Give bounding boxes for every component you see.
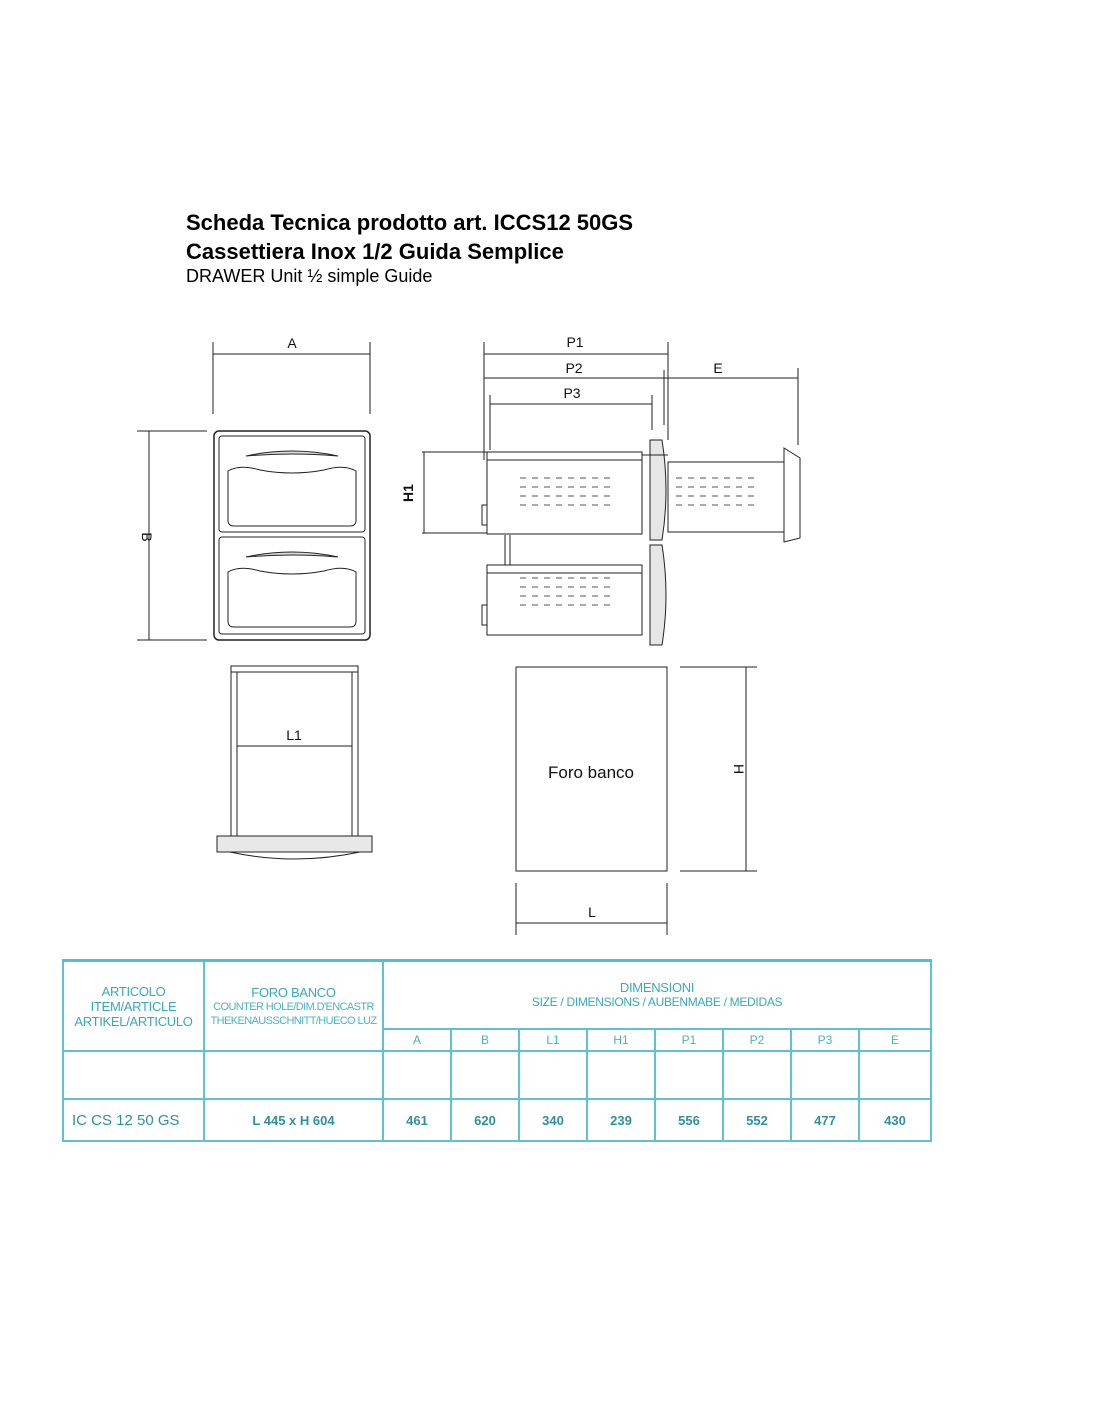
header-article-sub2: ARTIKEL/ARTICULO — [74, 1013, 193, 1029]
header-foro-sub1: COUNTER HOLE/DIM.D'ENCASTR — [213, 1000, 374, 1013]
value-l1: 340 — [519, 1099, 587, 1141]
header-dimensions-sub: SIZE / DIMENSIONS / AUBENMABE / MEDIDAS — [531, 994, 783, 1009]
dim-label-e: E — [713, 360, 723, 376]
value-h1: 239 — [587, 1099, 655, 1141]
dim-header-a: A — [383, 1029, 451, 1052]
dim-header-b: B — [451, 1029, 519, 1052]
header-foro-sub2: THEKENAUSSCHNITT/HUECO LUZ — [210, 1014, 377, 1027]
title-line-2: Cassettiera Inox 1/2 Guida Semplice — [186, 239, 564, 264]
header-article — [63, 961, 204, 1052]
dim-label-p1: P1 — [566, 334, 584, 350]
dim-label-p3: P3 — [563, 385, 581, 401]
table-row — [63, 1099, 931, 1141]
dim-label-l1: L1 — [286, 727, 302, 743]
article-code: IC CS 12 50 GS — [63, 1099, 204, 1141]
dim-label-l: L — [588, 904, 596, 920]
title-line-1: Scheda Tecnica prodotto art. ICCS12 50GS — [186, 210, 634, 235]
header-dimensions-title: DIMENSIONI — [619, 979, 695, 995]
header-foro-title: FORO BANCO — [251, 984, 336, 1000]
header-dimensions — [383, 961, 931, 1029]
value-e: 430 — [859, 1099, 931, 1141]
table-header-row — [63, 961, 931, 1029]
dim-header-p3: P3 — [791, 1029, 859, 1052]
dim-header-e: E — [859, 1029, 931, 1052]
value-p2: 552 — [723, 1099, 791, 1141]
value-a: 461 — [383, 1099, 451, 1141]
top-view — [217, 666, 372, 859]
foro-value: L 445 x H 604 — [204, 1099, 383, 1141]
counter-cutout — [516, 667, 757, 935]
value-p3: 477 — [791, 1099, 859, 1141]
header-article-sub1: ITEM/ARTICLE — [90, 998, 177, 1014]
front-view — [137, 342, 370, 640]
dim-label-b: B — [139, 532, 155, 542]
value-b: 620 — [451, 1099, 519, 1141]
dim-label-h: H — [731, 763, 747, 775]
blank-row — [63, 1051, 931, 1099]
cutout-label: Foro banco — [548, 763, 634, 782]
dim-label-a: A — [287, 335, 297, 351]
dim-header-l1: L1 — [519, 1029, 587, 1052]
vent-slots — [520, 478, 754, 605]
spec-table — [62, 959, 932, 1142]
title-line-3: DRAWER Unit ½ simple Guide — [186, 266, 433, 286]
dim-header-p1: P1 — [655, 1029, 723, 1052]
dim-label-h1: H1 — [400, 484, 416, 502]
header-foro — [204, 961, 383, 1052]
dim-label-p2: P2 — [565, 360, 583, 376]
header-article-title: ARTICOLO — [101, 983, 166, 999]
dim-header-p2: P2 — [723, 1029, 791, 1052]
value-p1: 556 — [655, 1099, 723, 1141]
dim-header-h1: H1 — [587, 1029, 655, 1052]
side-view — [422, 342, 800, 645]
